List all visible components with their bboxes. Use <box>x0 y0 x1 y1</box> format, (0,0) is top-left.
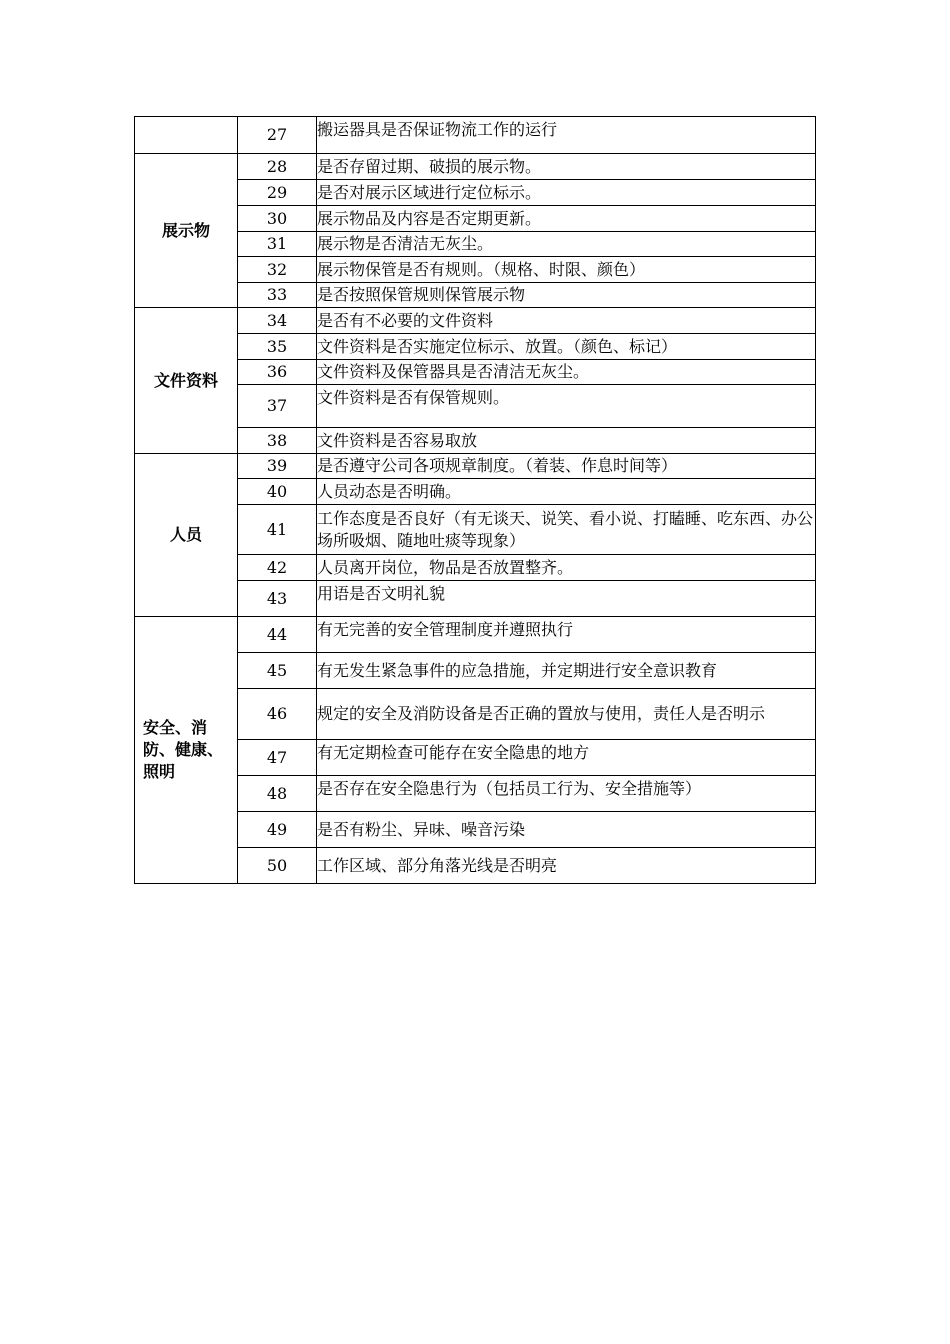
category-personnel: 人员 <box>135 454 238 617</box>
item-text: 文件资料是否实施定位标示、放置。（颜色、标记） <box>317 334 816 360</box>
item-text: 用语是否文明礼貌 <box>317 581 816 617</box>
item-text: 搬运器具是否保证物流工作的运行 <box>317 117 816 154</box>
item-number: 44 <box>238 617 317 653</box>
table-row <box>135 812 816 848</box>
table-row <box>135 653 816 689</box>
table-row <box>135 689 816 740</box>
item-number: 50 <box>238 848 317 884</box>
item-text: 有无定期检查可能存在安全隐患的地方 <box>317 740 816 776</box>
table-row <box>135 385 816 428</box>
item-text: 文件资料及保管器具是否清洁无灰尘。 <box>317 360 816 385</box>
item-text: 是否存在安全隐患行为（包括员工行为、安全措施等） <box>317 776 816 812</box>
item-text: 规定的安全及消防设备是否正确的置放与使用，责任人是否明示 <box>317 689 816 740</box>
table-row <box>135 180 816 206</box>
item-number: 45 <box>238 653 317 689</box>
item-number: 28 <box>238 154 317 180</box>
item-text: 展示物保管是否有规则。（规格、时限、颜色） <box>317 257 816 283</box>
item-number: 33 <box>238 283 317 308</box>
table-row <box>135 154 816 180</box>
table-row <box>135 117 816 154</box>
item-text: 有无完善的安全管理制度并遵照执行 <box>317 617 816 653</box>
item-number: 36 <box>238 360 317 385</box>
item-number: 43 <box>238 581 317 617</box>
item-text: 文件资料是否容易取放 <box>317 428 816 454</box>
table-row <box>135 232 816 257</box>
item-number: 37 <box>238 385 317 428</box>
table-row <box>135 257 816 283</box>
item-number: 40 <box>238 479 317 505</box>
item-text: 文件资料是否有保管规则。 <box>317 385 816 428</box>
item-number: 34 <box>238 308 317 334</box>
item-number: 47 <box>238 740 317 776</box>
table-row <box>135 740 816 776</box>
category-safety: 安全、消防、健康、照明 <box>135 617 238 884</box>
category-documents: 文件资料 <box>135 308 238 454</box>
item-text: 是否遵守公司各项规章制度。（着装、作息时间等） <box>317 454 816 479</box>
table-row <box>135 581 816 617</box>
item-text: 人员动态是否明确。 <box>317 479 816 505</box>
item-number: 38 <box>238 428 317 454</box>
item-number: 29 <box>238 180 317 206</box>
table-row <box>135 505 816 555</box>
item-number: 42 <box>238 555 317 581</box>
item-number: 39 <box>238 454 317 479</box>
inspection-checklist-table <box>134 116 816 884</box>
item-text: 是否有不必要的文件资料 <box>317 308 816 334</box>
item-number: 32 <box>238 257 317 283</box>
item-text: 是否对展示区域进行定位标示。 <box>317 180 816 206</box>
item-text: 是否有粉尘、异味、噪音污染 <box>317 812 816 848</box>
table-row <box>135 454 816 479</box>
item-text: 是否存留过期、破损的展示物。 <box>317 154 816 180</box>
item-number: 31 <box>238 232 317 257</box>
table-row <box>135 206 816 232</box>
item-number: 27 <box>238 117 317 154</box>
table-row <box>135 776 816 812</box>
table-row <box>135 479 816 505</box>
table-row <box>135 283 816 308</box>
item-text: 工作区域、部分角落光线是否明亮 <box>317 848 816 884</box>
item-number: 49 <box>238 812 317 848</box>
table-row <box>135 617 816 653</box>
item-number: 41 <box>238 505 317 555</box>
item-text: 人员离开岗位，物品是否放置整齐。 <box>317 555 816 581</box>
item-text: 工作态度是否良好（有无谈天、说笑、看小说、打瞌睡、吃东西、办公场所吸烟、随地吐痰等现象） <box>317 505 816 555</box>
item-number: 30 <box>238 206 317 232</box>
item-text: 是否按照保管规则保管展示物 <box>317 283 816 308</box>
category-exhibits: 展示物 <box>135 154 238 308</box>
item-text: 有无发生紧急事件的应急措施，并定期进行安全意识教育 <box>317 653 816 689</box>
table-row <box>135 334 816 360</box>
table-row <box>135 555 816 581</box>
table-row <box>135 428 816 454</box>
item-text: 展示物品及内容是否定期更新。 <box>317 206 816 232</box>
category-cell-empty <box>135 117 238 154</box>
table-row <box>135 308 816 334</box>
item-number: 48 <box>238 776 317 812</box>
item-number: 35 <box>238 334 317 360</box>
table-row <box>135 360 816 385</box>
item-text: 展示物是否清洁无灰尘。 <box>317 232 816 257</box>
table-row <box>135 848 816 884</box>
item-number: 46 <box>238 689 317 740</box>
